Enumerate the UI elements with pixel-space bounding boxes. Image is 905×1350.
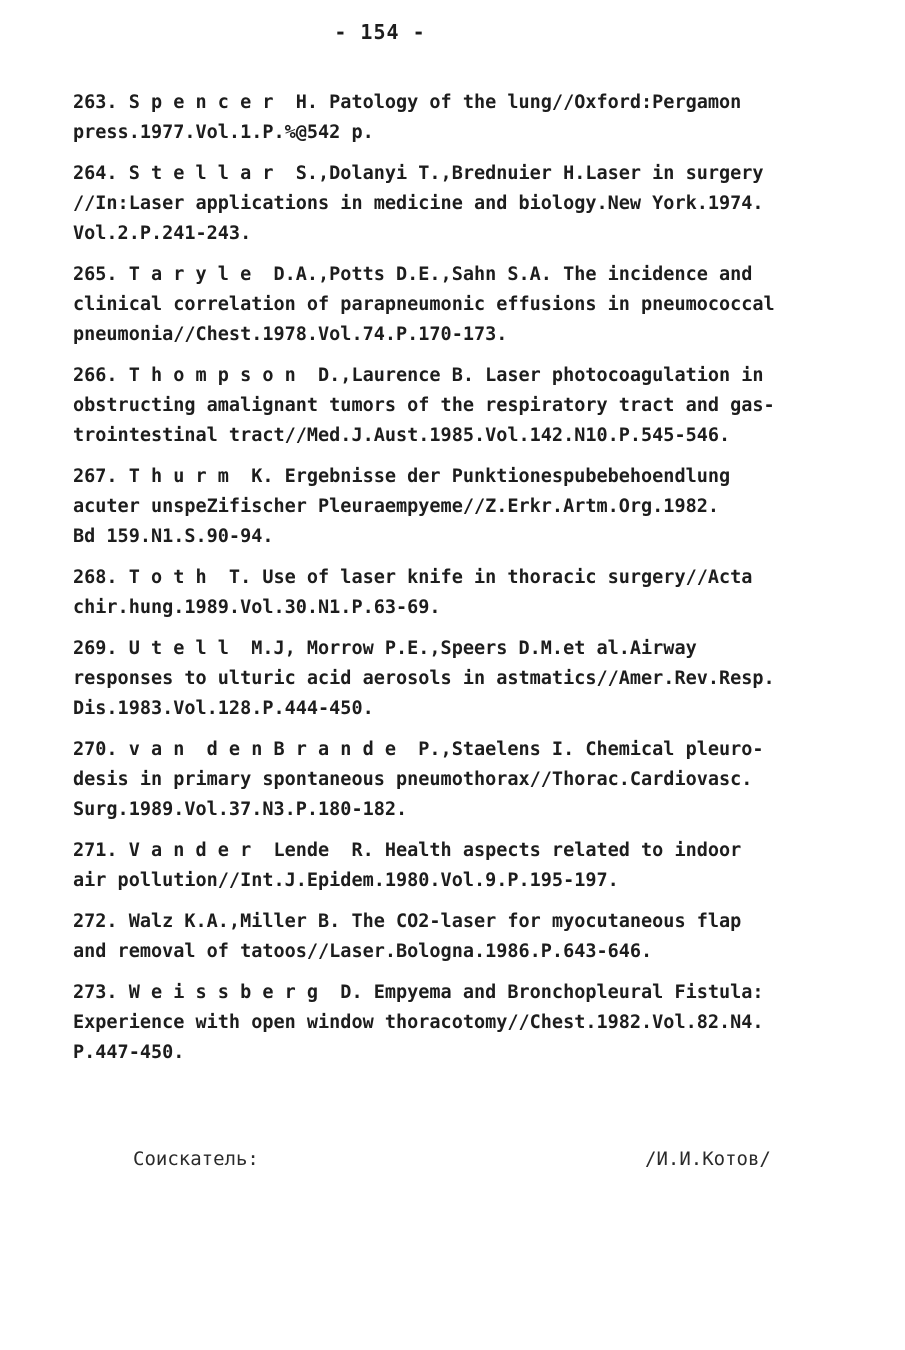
reference-entry <box>73 563 853 623</box>
reference-entry <box>73 260 853 350</box>
reference-line: Experience with open window thoracotomy//Chest.1982.Vol.82.N4. <box>73 1012 764 1033</box>
reference-line: 267. T h u r m K. Ergebnisse der Punktionespubebehoendlung <box>73 466 731 487</box>
reference-entry <box>73 88 853 148</box>
reference-entry <box>73 361 853 451</box>
reference-entry <box>73 978 853 1068</box>
reference-line: chir.hung.1989.Vol.30.N1.P.63-69. <box>73 597 441 618</box>
reference-line: 272. Walz K.A.,Miller B. The CO2-laser for myocutaneous flap <box>73 911 742 932</box>
reference-line: and removal of tatoos//Laser.Bologna.1986.P.643-646. <box>73 941 653 962</box>
reference-line: 268. T o t h T. Use of laser knife in thoracic surgery//Acta <box>73 567 753 588</box>
reference-line: 266. T h o m p s o n D.,Laurence B. Laser photocoagulation in <box>73 365 764 386</box>
reference-line: acuter unspeZifischer Pleuraempyeme//Z.Erkr.Artm.Org.1982. <box>73 496 720 517</box>
reference-line: Surg.1989.Vol.37.N3.P.180-182. <box>73 799 408 820</box>
reference-entry <box>73 735 853 825</box>
reference-line: 271. V a n d e r Lende R. Health aspects related to indoor <box>73 840 742 861</box>
reference-list <box>73 88 853 1079</box>
reference-line: Bd 159.N1.S.90-94. <box>73 526 274 547</box>
signer-name: /И.И.Котов/ <box>645 1148 771 1170</box>
reference-line: 264. S t e l l a r S.,Dolanyi T.,Brednuier H.Laser in surgery <box>73 163 764 184</box>
reference-line: obstructing amalignant tumors of the respiratory tract and gas- <box>73 395 775 416</box>
reference-line: P.447-450. <box>73 1042 185 1063</box>
reference-line: 269. U t e l l M.J, Morrow P.E.,Speers D.M.et al.Airway <box>73 638 697 659</box>
reference-entry <box>73 462 853 552</box>
reference-line: 263. S p e n c e r H. Patology of the lung//Oxford:Pergamon <box>73 92 742 113</box>
reference-entry <box>73 907 853 967</box>
reference-entry <box>73 836 853 896</box>
reference-line: 265. T a r y l e D.A.,Potts D.E.,Sahn S.A. The incidence and <box>73 264 753 285</box>
reference-line: trointestinal tract//Med.J.Aust.1985.Vol.142.N10.P.545-546. <box>73 425 731 446</box>
reference-line: air pollution//Int.J.Epidem.1980.Vol.9.P.195-197. <box>73 870 619 891</box>
reference-line: //In:Laser applications in medicine and biology.New York.1974. <box>73 193 764 214</box>
reference-line: 270. v a n d e n B r a n d e P.,Staelens I. Chemical pleuro- <box>73 739 764 760</box>
reference-line: Dis.1983.Vol.128.P.444-450. <box>73 698 374 719</box>
page-number: - 154 - <box>334 20 426 44</box>
reference-line: Vol.2.P.241-243. <box>73 223 252 244</box>
reference-line: desis in primary spontaneous pneumothorax//Thorac.Cardiovasc. <box>73 769 753 790</box>
reference-entry <box>73 634 853 724</box>
reference-line: responses to ulturic acid aerosols in astmatics//Amer.Rev.Resp. <box>73 668 775 689</box>
signer-label: Соискатель: <box>133 1148 259 1170</box>
reference-line: 273. W e i s s b e r g D. Empyema and Bronchopleural Fistula: <box>73 982 764 1003</box>
reference-line: clinical correlation of parapneumonic effusions in pneumococcal <box>73 294 775 315</box>
reference-line: pneumonia//Chest.1978.Vol.74.P.170-173. <box>73 324 508 345</box>
reference-entry <box>73 159 853 249</box>
reference-line: press.1977.Vol.1.P.%@542 p. <box>73 122 374 143</box>
